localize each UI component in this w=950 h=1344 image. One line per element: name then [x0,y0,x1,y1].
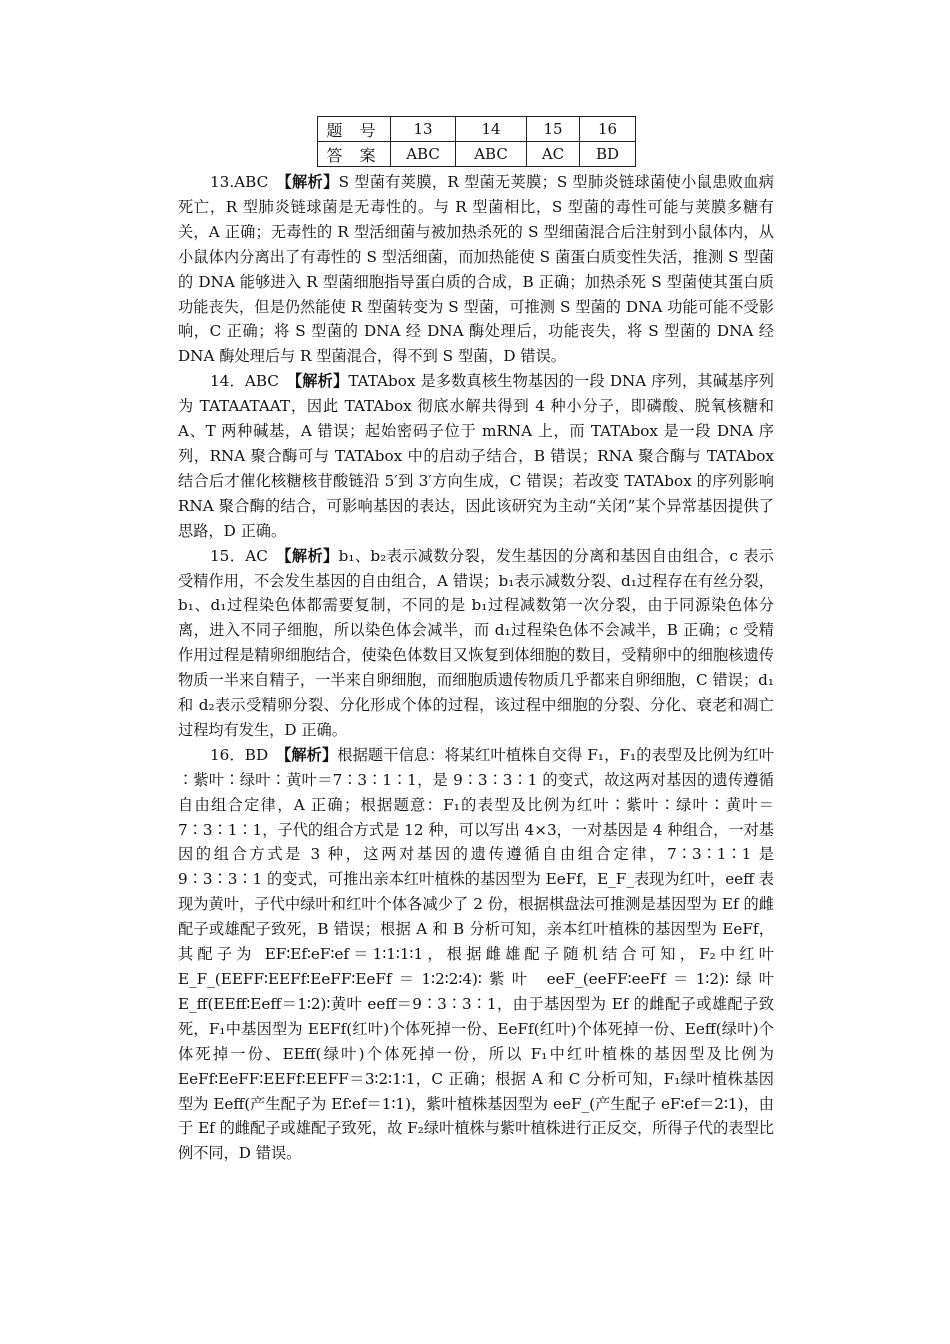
table-header-number-label: 题 号 [318,117,391,142]
analysis-tag: 【解析】 [283,745,338,764]
question-id: 14．ABC [210,372,279,391]
analysis-tag: 【解析】 [284,173,339,191]
table-row-numbers [318,117,636,142]
explanation-14 [178,369,774,543]
question-id: 15．AC [210,546,268,565]
question-id: 13.ABC [210,173,269,191]
table-cell-number: 16 [580,117,636,142]
explanation-13 [178,170,774,369]
table-cell-answer: BD [580,142,636,167]
explanation-text: 根据题干信息：将某红叶植株自交得 F₁，F₁的表型及比例为红叶∶紫叶∶绿叶∶黄叶＝7∶3∶1∶1，是 9∶3∶3∶1 的变式，故这两对基因的遗传遵循自由组合定律，A 正确；根据题意：F₁的表型及比例为红叶∶紫叶∶绿叶∶黄叶＝7∶3∶1∶1，子代的组合方式是 12 种，可以写出 4×3，一对基因是 4 种组合，一对基因的组合方式是 3 种，这两对基因的遗传遵循自由组合定律，7∶3∶1∶1 是 9∶3∶3∶1 的变式，可推出亲本红叶植株的基因型为 EeFf，E_F_表现为红叶，eeff 表现为黄叶，子代中绿叶和红叶个体各减少了 2 份，根据棋盘法可推测是基因型为 Ef 的雌配子或雄配子致死，B 错误；根据 A 和 B 分析可知，亲本红叶植株的基因型为 EeFf，其配子为 EF∶Ef∶eF∶ef＝1∶1∶1∶1，根据雌雄配子随机结合可知，F₂中红叶 E_F_(EEFF∶EEFf∶EeFF∶EeFf＝1∶2∶2∶4)∶紫叶 eeF_(eeFF∶eeFf＝1∶2)∶绿叶 E_ff(EEff∶Eeff＝1∶2)∶黄叶 eeff＝9∶3∶3∶1，由于基因型为 Ef 的雌配子或雄配子致死，F₁中基因型为 EEFf(红叶)个体死掉一份、EeFf(红叶)个体死掉一份、Eeff(绿叶)个体死掉一份、EEff(绿叶)个体死掉一份，所以 F₁中红叶植株的基因型及比例为 EeFf∶EeFF∶EEFf∶EEFF＝3∶2∶1∶1，C 正确；根据 A 和 C 分析可知，F₁绿叶植株基因型为 Eeff(产生配子为 Ef∶ef＝1∶1)，紫叶植株基因型为 eeF_(产生配子 eF∶ef＝2∶1)，由于 Ef 的雌配子或雄配子致死，故 F₂绿叶植株与紫叶植株进行正反交，所得子代的表型比例不同，D 错误。 [178,745,774,1163]
table-cell-answer: ABC [391,142,456,167]
table-cell-number: 14 [456,117,527,142]
question-id: 16．BD [210,745,269,764]
explanation-16 [178,743,774,1166]
table-cell-answer: ABC [456,142,527,167]
explanation-15 [178,544,774,743]
analysis-tag: 【解析】 [283,546,339,565]
table-header-answer-label: 答 案 [318,142,391,167]
explanation-text: S 型菌有荚膜，R 型菌无荚膜；S 型肺炎链球菌使小鼠患败血病死亡，R 型肺炎链球菌是无毒性的。与 R 型菌相比，S 型菌的毒性可能与荚膜多糖有关，A 正确；无毒性的 R 型活细菌与被加热杀死的 S 型细菌混合后注射到小鼠体内，从小鼠体内分离出了有毒性的 S 型活细菌，而加热能使 S 菌蛋白质变性失活，推测 S 型菌的 DNA 能够进入 R 型菌细胞指导蛋白质的合成，B 正确；加热杀死 S 型菌使其蛋白质功能丧失，但是仍然能使 R 型菌转变为 S 型菌，可推测 S 型菌的 DNA 功能可能不受影响，C 正确；将 S 型菌的 DNA 经 DNA 酶处理后，功能丧失，将 S 型菌的 DNA 经 DNA 酶处理后与 R 型菌混合，得不到 S 型菌，D 错误。 [178,173,774,366]
explanations [178,170,774,1166]
explanation-text: b₁、b₂表示减数分裂，发生基因的分离和基因自由组合，c 表示受精作用，不会发生基因的自由组合，A 错误；b₁表示减数分裂、d₁过程存在有丝分裂，b₁、d₁过程染色体都需要复制，不同的是 b₁过程减数第一次分裂，由于同源染色体分离，进入不同子细胞，所以染色体会减半，而 d₁过程染色体不会减半，B 正确；c 受精作用过程是精卵细胞结合，使染色体数目又恢复到体细胞的数目，受精卵中的细胞核遗传物质一半来自精子，一半来自卵细胞，而细胞质遗传物质几乎都来自卵细胞，C 错误；d₁和 d₂表示受精卵分裂、分化形成个体的过程，该过程中细胞的分裂、分化、衰老和凋亡过程均有发生，D 正确。 [178,546,774,739]
table-cell-number: 15 [527,117,580,142]
table-cell-number: 13 [391,117,456,142]
table-cell-answer: AC [527,142,580,167]
answer-table [317,116,636,167]
analysis-tag: 【解析】 [294,372,349,391]
table-row-answers [318,142,636,167]
explanation-text: TATAbox 是多数真核生物基因的一段 DNA 序列，其碱基序列为 TATAATAAT，因此 TATAbox 彻底水解共得到 4 种小分子，即磷酸、脱氧核糖和 A、T 两种碱基，A 错误；起始密码子位于 mRNA 上，而 TATAbox 是一段 DNA 序列，RNA 聚合酶可与 TATAbox 中的启动子结合，B 错误；RNA 聚合酶与 TATAbox 结合后才催化核糖核苷酸链沿 5′到 3′方向生成，C 错误；若改变 TATAbox 的序列影响 RNA 聚合酶的结合，可影响基因的表达，因此该研究为主动“关闭”某个异常基因提供了思路，D 正确。 [178,372,774,540]
